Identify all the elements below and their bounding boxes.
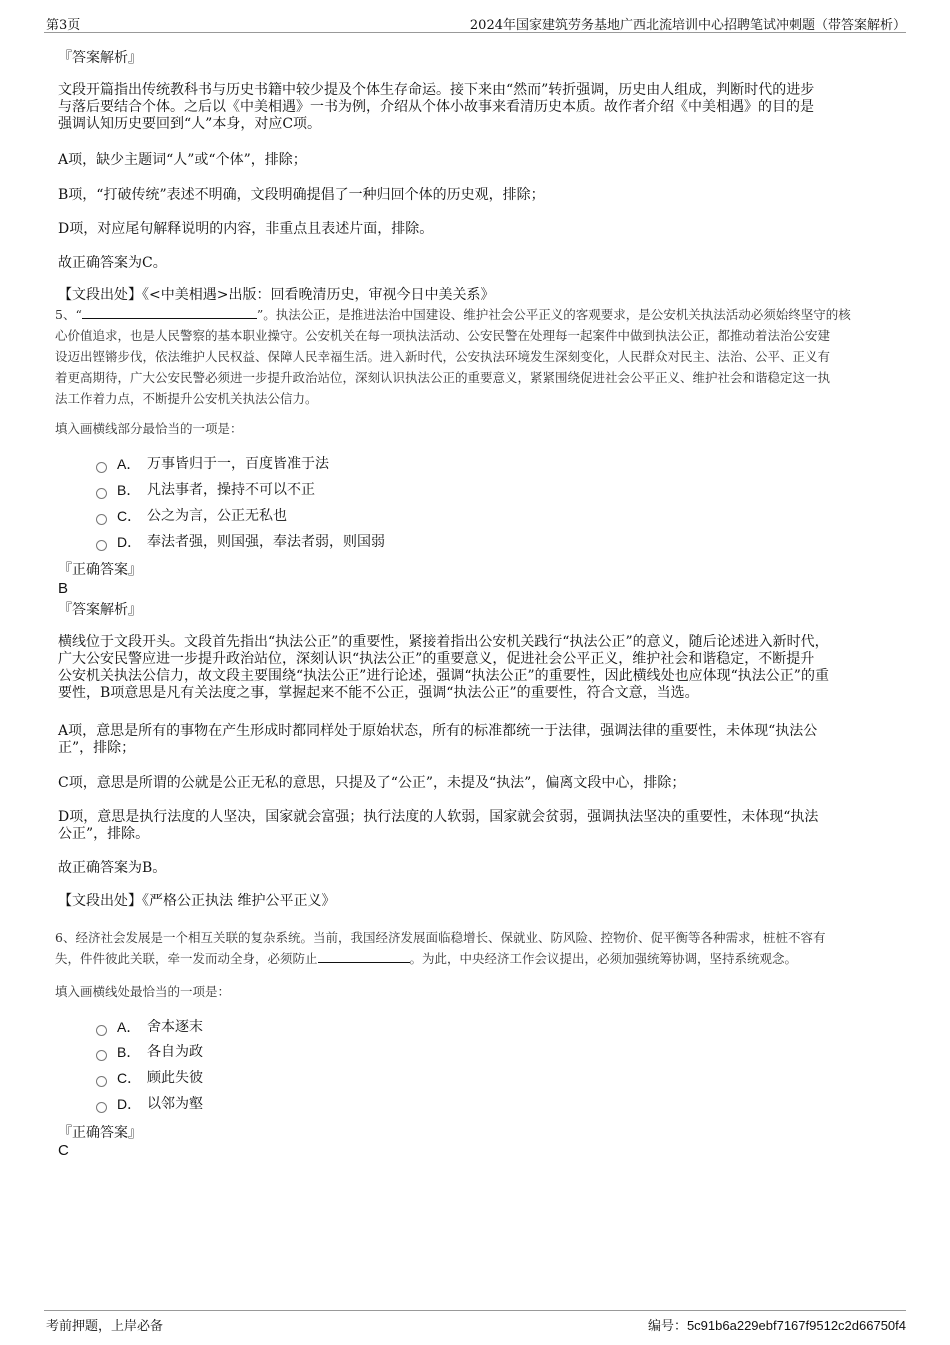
q5-passage-line: 心价值追求，也是人民警察的基本职业操守。公安机关在每一项执法活动、公安民警在处理每一起案件中做到执法公正，都推动着法治公安建 (55, 328, 831, 343)
q4-analysis-line: 强调认知历史要回到“人”本身，对应C项。 (58, 116, 322, 132)
q4-analysis (58, 82, 888, 133)
radio-icon[interactable] (96, 514, 107, 525)
q6-blank (318, 950, 410, 963)
q6-option-a[interactable] (96, 1018, 203, 1036)
option-letter: A． (117, 1019, 141, 1035)
q5-option-c-analysis: C项，意思是所谓的公就是公正无私的意思，只提及了“公正”，未提及“执法”，偏离文段中心，排除； (58, 775, 686, 791)
radio-icon[interactable] (96, 540, 107, 551)
analysis-line: 正”，排除； (58, 740, 136, 756)
option-text: 万事皆归于一，百度皆准于法 (147, 456, 329, 472)
q4-option-a-analysis: A项，缺少主题词“人”或“个体”，排除； (58, 152, 307, 168)
radio-icon[interactable] (96, 462, 107, 473)
option-text: 奉法者强，则国强，奉法者弱，则国弱 (147, 534, 385, 550)
option-text: 顾此失彼 (147, 1070, 203, 1086)
footer-code-value: 5c91b6a229ebf7167f9512c2d66750f4 (686, 1318, 906, 1333)
footer-slogan: 考前押题，上岸必备 (46, 1319, 164, 1334)
radio-icon[interactable] (96, 1025, 107, 1036)
footer-code (648, 1315, 906, 1334)
option-letter: D． (117, 534, 142, 550)
q5-correct-label: 『正确答案』 (58, 562, 142, 578)
page-number: 第3页 (46, 18, 81, 33)
q6-correct-label: 『正确答案』 (58, 1125, 142, 1141)
q5-correct-answer: B (58, 580, 69, 597)
option-text: 以邻为壑 (147, 1096, 203, 1112)
q5-blank (82, 306, 257, 319)
q5-option-a[interactable] (96, 455, 329, 473)
q5-passage-line: 着更高期待，广大公安民警必须进一步提升政治站位，深刻认识执法公正的重要意义，紧紧围绕促进社会公平正义、维护社会和谐稳定这一执 (55, 370, 831, 385)
q4-conclusion: 故正确答案为C。 (58, 255, 167, 271)
q6-correct-answer: C (58, 1142, 69, 1159)
q5-option-d[interactable] (96, 533, 385, 551)
q5-analysis-line: 要性，B项意思是凡有关法度之事，掌握起来不能不公正，强调“执法公正”的重要性，符合文意，当选。 (58, 685, 699, 701)
q5-analysis-line: 公安机关执法公信力，故文段主要围绕“执法公正”进行论述，强调“执法公正”的重要性，因此横线处也应体现“执法公正”的重 (58, 668, 829, 684)
option-letter: D． (117, 1096, 142, 1112)
document-title: 2024年国家建筑劳务基地广西北流培训中心招聘笔试冲刺题（带答案解析） (469, 18, 906, 33)
q5-passage-line: 法工作着力点，不断提升公安机关执法公信力。 (55, 391, 318, 406)
q6-option-d[interactable] (96, 1095, 203, 1113)
q4-analysis-line: 文段开篇指出传统教科书与历史书籍中较少提及个体生存命运。接下来由“然而”转折强调，历史由人组成，判断时代的进步 (58, 82, 815, 98)
q5-prompt: 填入画横线部分最恰当的一项是： (55, 421, 243, 436)
page-footer (44, 1310, 906, 1333)
q5-analysis-line: 横线位于文段开头。文段首先指出“执法公正”的重要性，紧接着指出公安机关践行“执法公正”的意义，随后论述进入新时代， (58, 634, 829, 650)
page-header (44, 12, 906, 33)
q5-option-c[interactable] (96, 507, 287, 525)
option-text: 各自为政 (147, 1044, 203, 1060)
q5-option-b[interactable] (96, 481, 315, 499)
q5-first-line: ”。执法公正，是推进法治中国建设、维护社会公平正义的客观要求，是公安机关执法活动必须始终坚守的核 (256, 307, 851, 322)
radio-icon[interactable] (96, 1102, 107, 1113)
option-text: 凡法事者，操持不可以不正 (147, 482, 315, 498)
q6-passage (55, 927, 895, 969)
analysis-label: 『答案解析』 (58, 50, 142, 66)
q4-analysis-line: 与落后要结合个体。之后以《中美相遇》一书为例，介绍从个体小故事来看清历史本质。故作者介绍《中美相遇》的目的是 (58, 99, 814, 115)
option-letter: A． (117, 456, 141, 472)
option-letter: C． (117, 1070, 142, 1086)
footer-code-label: 编号： (647, 1319, 687, 1334)
q4-source: 【文段出处】《<中美相遇>出版：回看晚清历史，审视今日中美关系》 (58, 287, 495, 303)
q5-analysis-label: 『答案解析』 (58, 602, 142, 618)
radio-icon[interactable] (96, 1076, 107, 1087)
option-letter: B． (117, 1044, 141, 1060)
q5-conclusion: 故正确答案为B。 (58, 860, 167, 876)
q6-line-part: 失，件件彼此关联，牵一发而动全身，必须防止 (55, 951, 318, 966)
q5-option-d-analysis (58, 809, 888, 843)
q5-passage-line: 设迈出铿锵步伐，依法维护人民权益、保障人民幸福生活。进入新时代，公安执法环境发生深刻变化，人民群众对民主、法治、公平、正义有 (55, 349, 831, 364)
analysis-line: 公正”，排除。 (58, 826, 150, 842)
q5-passage (55, 304, 895, 409)
option-letter: B． (117, 482, 141, 498)
q5-number: 5、“ (55, 307, 82, 322)
q5-analysis (58, 634, 888, 702)
q6-line: 6、经济社会发展是一个相互关联的复杂系统。当前，我国经济发展面临稳增长、保就业、防风险、控物价、促平衡等各种需求，桩桩不容有 (55, 930, 826, 945)
q5-analysis-line: 广大公安民警应进一步提升政治站位，深刻认识“执法公正”的重要意义，促进社会公平正义，维护社会和谐稳定，不断提升 (58, 651, 815, 667)
q6-option-c[interactable] (96, 1069, 203, 1087)
option-text: 舍本逐末 (147, 1019, 203, 1035)
analysis-line: A项，意思是所有的事物在产生形成时都同样处于原始状态，所有的标准都统一于法律，强调法律的重要性，未体现“执法公 (58, 723, 818, 739)
option-letter: C． (117, 508, 142, 524)
q4-option-b-analysis: B项，“打破传统”表述不明确，文段明确提倡了一种归回个体的历史观，排除； (58, 187, 545, 203)
radio-icon[interactable] (96, 1050, 107, 1061)
option-text: 公之为言，公正无私也 (147, 508, 287, 524)
q6-prompt: 填入画横线处最恰当的一项是： (55, 984, 231, 999)
q5-option-a-analysis (58, 723, 888, 757)
analysis-line: D项，意思是执行法度的人坚决，国家就会富强；执行法度的人软弱，国家就会贫弱，强调执法坚决的重要性，未体现“执法 (58, 809, 819, 825)
q6-line-part: 。为此，中央经济工作会议提出，必须加强统筹协调，坚持系统观念。 (409, 951, 798, 966)
q4-option-d-analysis: D项，对应尾句解释说明的内容，非重点且表述片面，排除。 (58, 221, 434, 237)
q6-option-b[interactable] (96, 1043, 203, 1061)
radio-icon[interactable] (96, 488, 107, 499)
q5-source: 【文段出处】《严格公正执法 维护公平正义》 (58, 893, 336, 909)
